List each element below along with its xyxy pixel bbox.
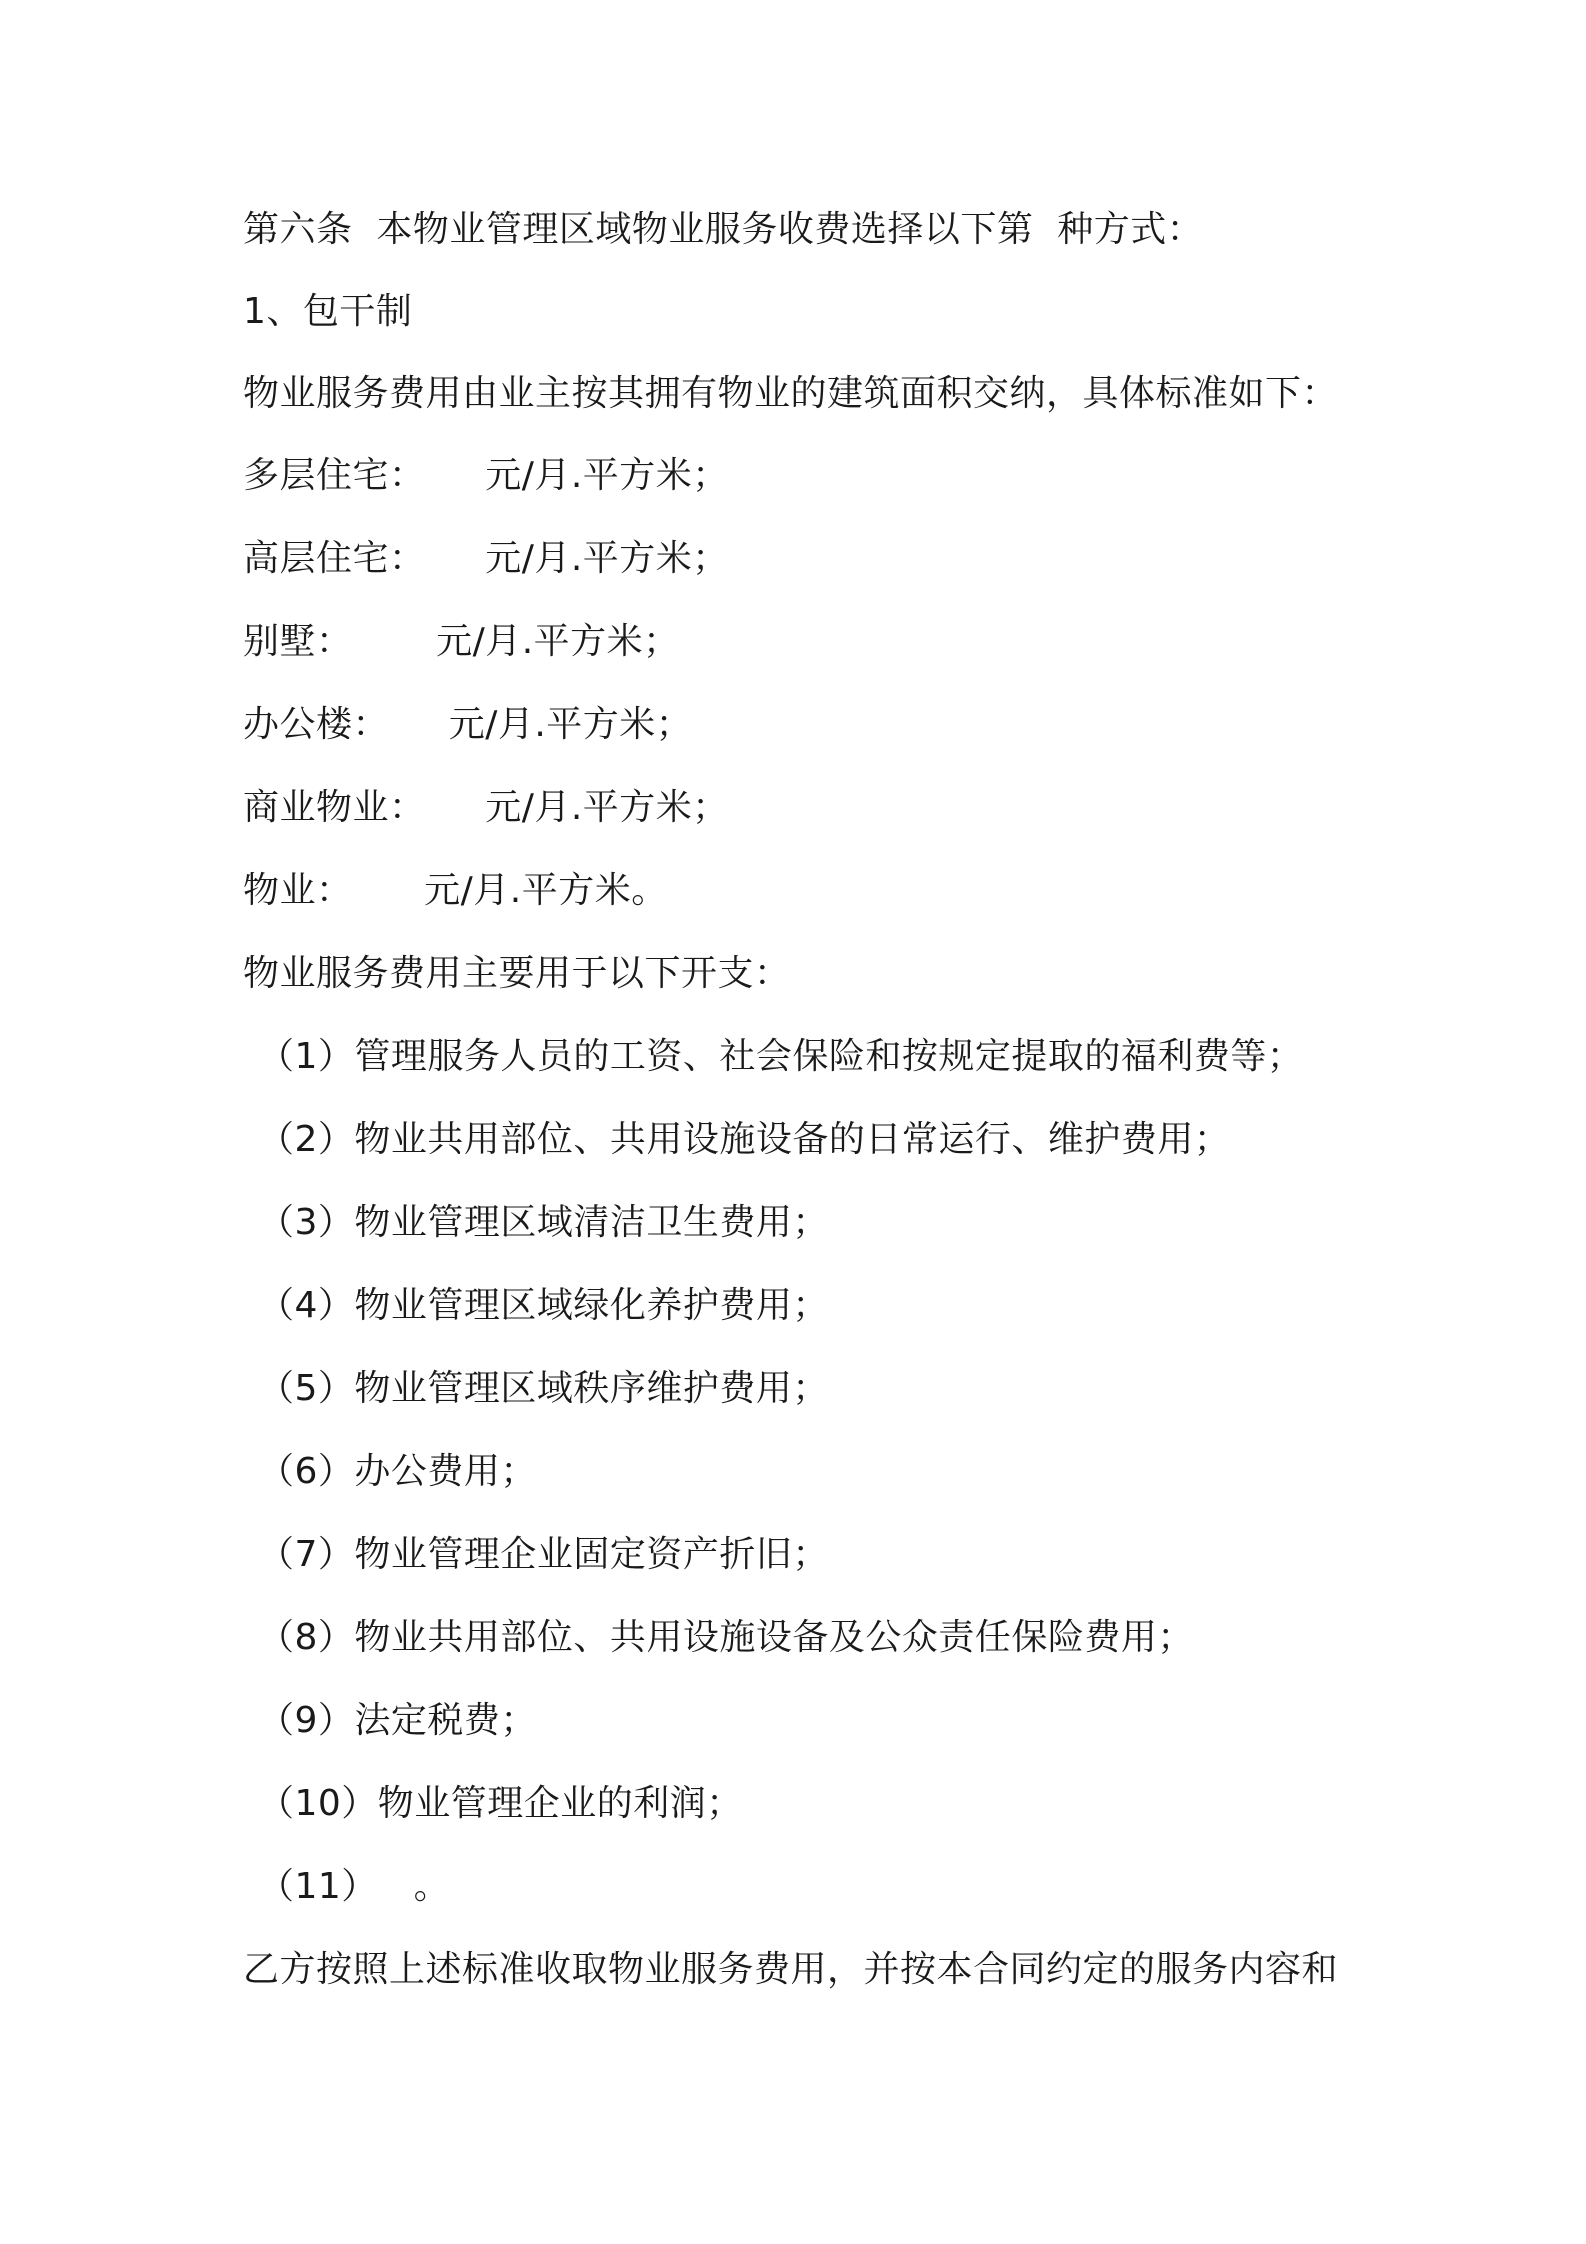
option-heading: 1、包干制 xyxy=(243,291,413,332)
expense-item: （4）物业管理区域绿化养护费用； xyxy=(258,1285,829,1326)
expenses-intro: 物业服务费用主要用于以下开支： xyxy=(243,953,791,994)
expense-item: （10）物业管理企业的利润； xyxy=(258,1783,743,1824)
expense-item: （3）物业管理区域清洁卫生费用； xyxy=(258,1202,829,1243)
expense-item: （9）法定税费； xyxy=(258,1700,537,1741)
rate-line: 办公楼： 元/月.平方米； xyxy=(243,704,693,745)
fee-intro-paragraph: 物业服务费用由业主按其拥有物业的建筑面积交纳，具体标准如下： xyxy=(243,373,1339,414)
rate-line: 商业物业： 元/月.平方米； xyxy=(243,787,729,828)
rate-line: 高层住宅： 元/月.平方米； xyxy=(243,538,729,579)
expense-item: （11） 。 xyxy=(258,1866,451,1907)
rate-line: 别墅： 元/月.平方米； xyxy=(243,621,680,662)
rate-line: 物业： 元/月.平方米。 xyxy=(243,870,668,911)
expense-item: （6）办公费用； xyxy=(258,1451,537,1492)
expense-item: （1）管理服务人员的工资、社会保险和按规定提取的福利费等； xyxy=(258,1036,1304,1077)
expense-item: （7）物业管理企业固定资产折旧； xyxy=(258,1534,829,1575)
rate-line: 多层住宅： 元/月.平方米； xyxy=(243,455,729,496)
article-heading: 第六条 本物业管理区域物业服务收费选择以下第 种方式： xyxy=(243,209,1204,250)
expense-item: （2）物业共用部位、共用设施设备的日常运行、维护费用； xyxy=(258,1119,1231,1160)
expense-item: （5）物业管理区域秩序维护费用； xyxy=(258,1368,829,1409)
expense-item: （8）物业共用部位、共用设施设备及公众责任保险费用； xyxy=(258,1617,1194,1658)
closing-paragraph: 乙方按照上述标准收取物业服务费用，并按本合同约定的服务内容和 xyxy=(243,1949,1339,1990)
